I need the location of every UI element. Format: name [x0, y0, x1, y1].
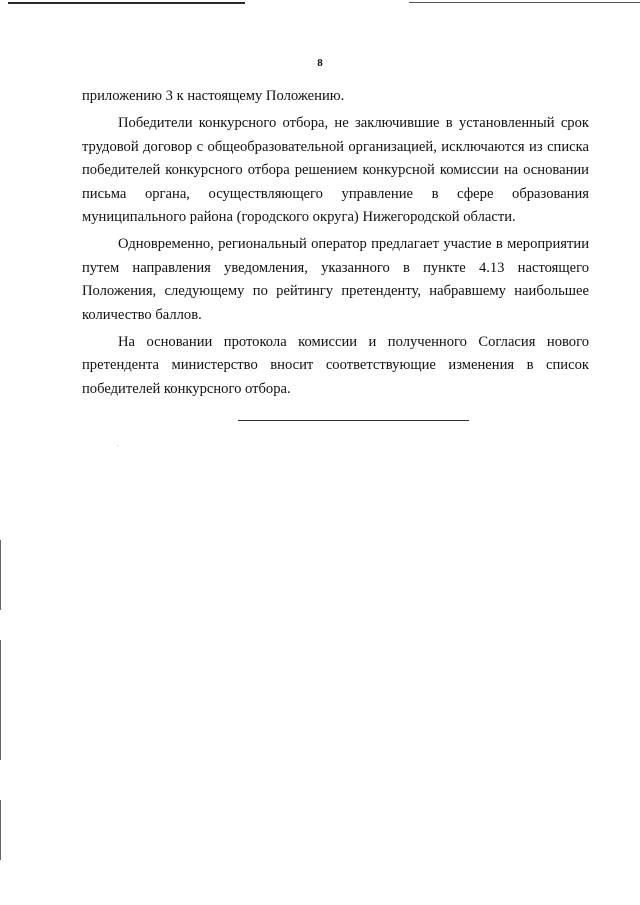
scan-margin-mark: [0, 540, 1, 610]
scan-border-top-left: [8, 2, 245, 4]
end-of-text-rule: [238, 420, 469, 421]
scan-border-top-right: [409, 2, 640, 3]
paragraph: [82, 331, 589, 401]
text-line: претендента министерство вносит соответствующие изменения в список: [82, 357, 589, 374]
text-line: трудовой договор с общеобразовательной организацией, исключаются из списка: [82, 138, 589, 155]
text-line: муниципального района (городского округа) Нижегородской области.: [82, 209, 516, 226]
text-line: победителей конкурсного отбора.: [82, 380, 291, 397]
paragraph: [82, 85, 589, 108]
text-line: Положения, следующему по рейтингу претенденту, набравшему наибольшее: [82, 283, 589, 300]
text-line: На основании протокола комиссии и полученного Согласия нового: [118, 334, 589, 351]
text-line: письма органа, осуществляющего управление в сфере образования: [82, 185, 589, 202]
text-line: приложению 3 к настоящему Положению.: [82, 88, 345, 104]
text-line: Победители конкурсного отбора, не заключившие в установленный срок: [118, 115, 589, 132]
text-line: Одновременно, региональный оператор предлагает участие в мероприятии: [118, 236, 589, 253]
text-line: победителей конкурсного отбора решением конкурсной комиссии на основании: [82, 162, 589, 179]
text-line: путем направления уведомления, указанного в пункте 4.13 настоящего: [82, 259, 589, 276]
text-line: количество баллов.: [82, 306, 202, 323]
scan-margin-mark: [0, 800, 1, 860]
scan-margin-mark: [0, 640, 1, 760]
paragraph: [82, 233, 589, 327]
paragraph: [82, 112, 589, 229]
scan-speck: [117, 445, 118, 446]
page-number: 8: [317, 57, 323, 69]
document-body: [82, 85, 589, 401]
